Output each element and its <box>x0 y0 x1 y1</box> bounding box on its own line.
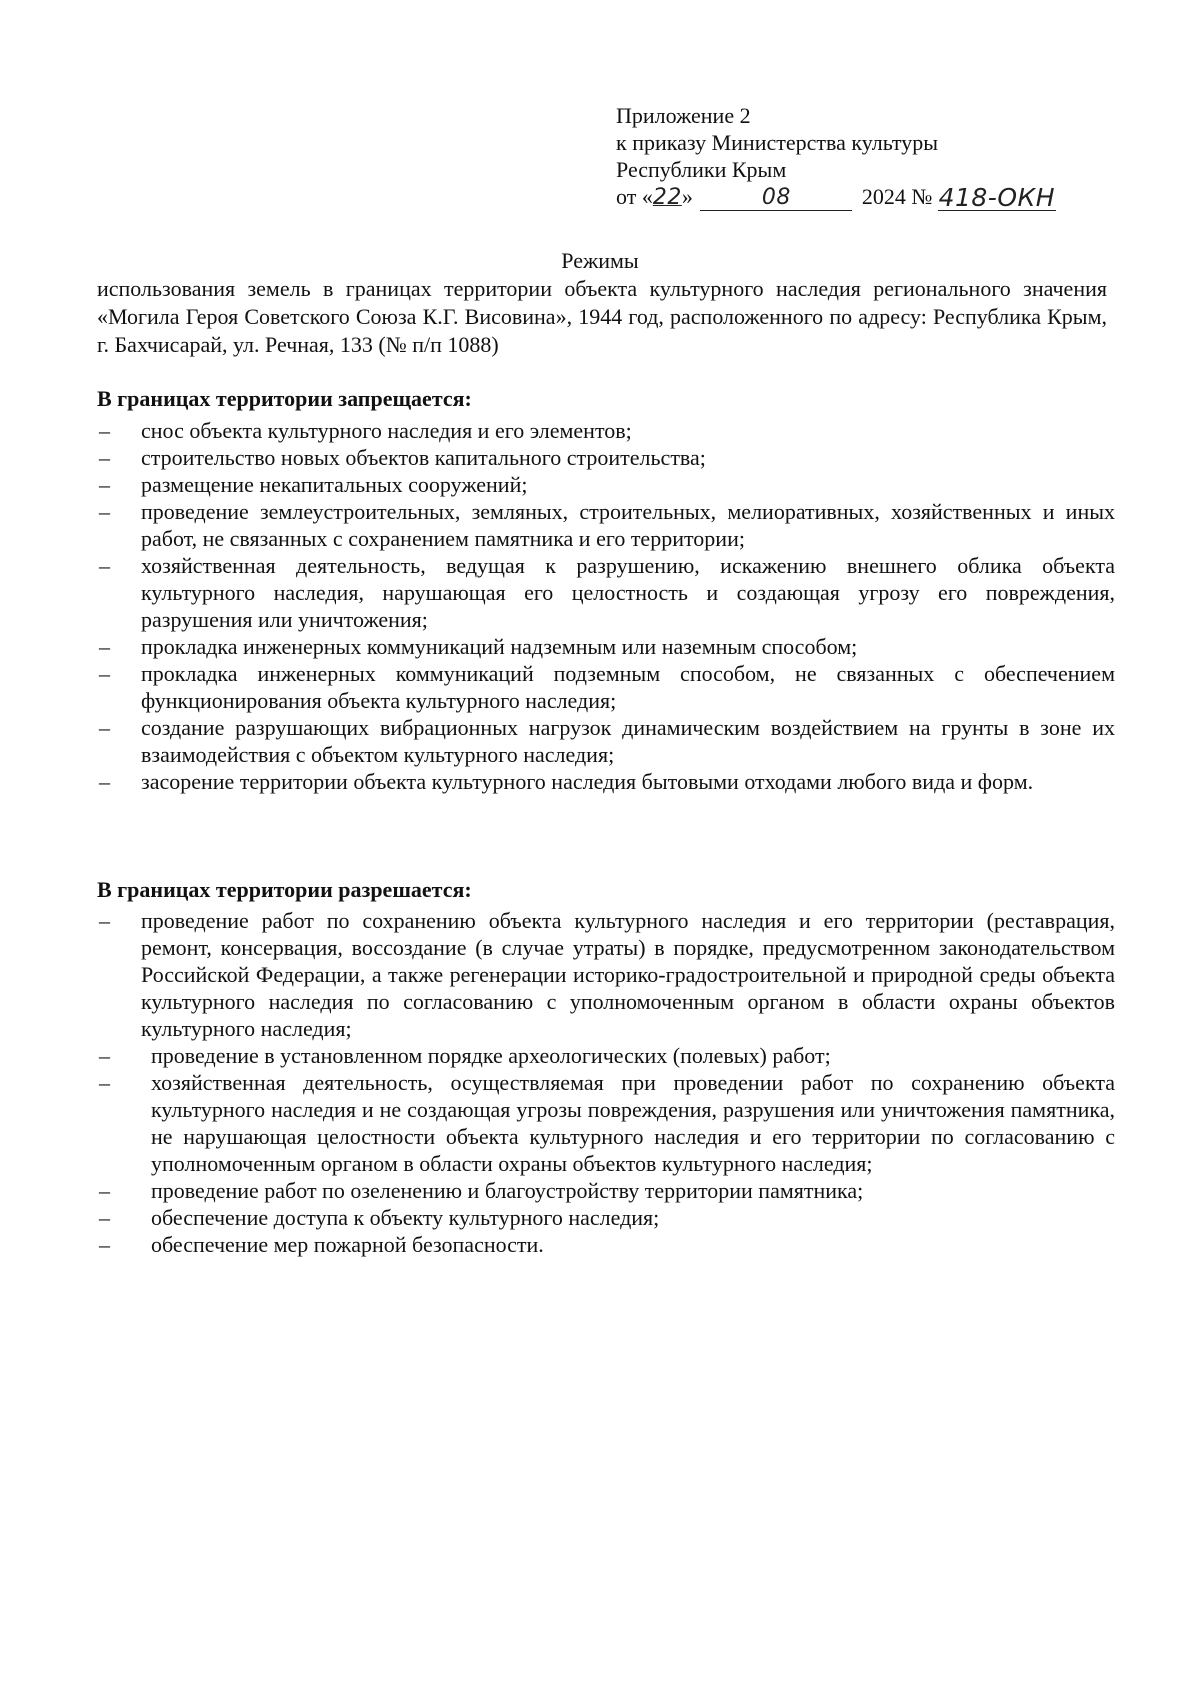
appendix-region: Республики Крым <box>616 157 787 182</box>
list-item: – проведение землеустроительных, земляных, строительных, мелиоративных, хозяйственных и иных работ, не связанных с сохранением памятника и его территории; <box>99 499 1115 551</box>
list-item: – снос объекта культурного наследия и его элементов; <box>99 418 632 443</box>
prohibited-heading: В границах территории запрещается: <box>97 386 472 411</box>
document-title: Режимы <box>561 248 639 273</box>
list-item: – обеспечение мер пожарной безопасности. <box>99 1232 544 1257</box>
list-item: – прокладка инженерных коммуникаций надземным или наземным способом; <box>99 634 858 659</box>
dash-marker: – <box>99 445 110 470</box>
document-intro: использования земель в границах территории объекта культурного наследия регионального значения «Могила Героя Советского Союза К.Г. Висовина», 1944 год, расположенного по адресу: Республика Крым, г. Бахчисарай, ул. Речная, 133 (№ п/п 1088) <box>97 276 1107 357</box>
list-item: – засорение территории объекта культурного наследия бытовыми отходами любого вида и форм. <box>99 769 1034 794</box>
dash-marker: – <box>99 1232 110 1257</box>
list-item: – проведение в установленном порядке археологических (полевых) работ; <box>99 1043 831 1068</box>
dash-marker: – <box>99 634 110 659</box>
list-item: – размещение некапитальных сооружений; <box>99 472 528 497</box>
dash-marker: – <box>99 661 110 686</box>
list-item: – проведение работ по сохранению объекта культурного наследия и его территории (реставрация, ремонт, консервация, воссоздание (в случае утраты) в порядке, предусмотренном законодательством Российской Федерации, а также регенерации историко-градостроительной и природной среды объекта культурного наследия по согласованию с уполномоченным органом в области охраны объектов культурного наследия; <box>99 908 1115 1041</box>
dash-marker: – <box>99 499 110 524</box>
list-item: – хозяйственная деятельность, ведущая к разрушению, искажению внешнего облика объекта культурного наследия, нарушающая его целостность и создающая угрозу его повреждения, разрушения или уничтожения; <box>99 553 1115 632</box>
dash-marker: – <box>99 553 110 578</box>
dash-marker: – <box>99 715 110 740</box>
dash-marker: – <box>99 1178 110 1203</box>
list-item: – прокладка инженерных коммуникаций подземным способом, не связанных с обеспечением функционирования объекта культурного наследия; <box>99 661 1115 713</box>
appendix-number: Приложение 2 <box>616 103 751 128</box>
dash-marker: – <box>99 769 110 794</box>
order-year-number-label: 2024 № <box>861 184 933 209</box>
order-month: 08 <box>700 186 852 211</box>
date-prefix: от « <box>616 184 653 209</box>
order-date-row <box>616 183 1056 210</box>
dash-marker: – <box>99 1070 110 1095</box>
date-close-quote: » <box>681 184 693 209</box>
list-item: – создание разрушающих вибрационных нагрузок динамическим воздействием на грунты в зоне их взаимодействия с объектом культурного наследия; <box>99 715 1115 767</box>
list-item: – хозяйственная деятельность, осуществляемая при проведении работ по сохранению объекта культурного наследия и не создающая угрозы повреждения, разрушения или уничтожения памятника, не нарушающая целостности объекта культурного наследия и его территории по согласованию с уполномоченным органом в области охраны объектов культурного наследия; <box>99 1070 1115 1176</box>
order-number: 418-ОКН <box>938 183 1056 212</box>
permitted-list <box>97 907 1115 1258</box>
prohibited-list <box>97 417 1115 795</box>
dash-marker: – <box>99 908 110 933</box>
dash-marker: – <box>99 472 110 497</box>
list-item: – обеспечение доступа к объекту культурного наследия; <box>99 1205 660 1230</box>
appendix-header <box>616 102 1056 210</box>
list-item: – проведение работ по озеленению и благоустройству территории памятника; <box>99 1178 864 1203</box>
permitted-heading: В границах территории разрешается: <box>97 877 472 902</box>
order-day: 22 <box>652 185 682 210</box>
dash-marker: – <box>99 1043 110 1068</box>
dash-marker: – <box>99 1205 110 1230</box>
dash-marker: – <box>99 418 110 443</box>
list-item: – строительство новых объектов капитального строительства; <box>99 445 706 470</box>
appendix-order-ref: к приказу Министерства культуры <box>616 130 939 155</box>
